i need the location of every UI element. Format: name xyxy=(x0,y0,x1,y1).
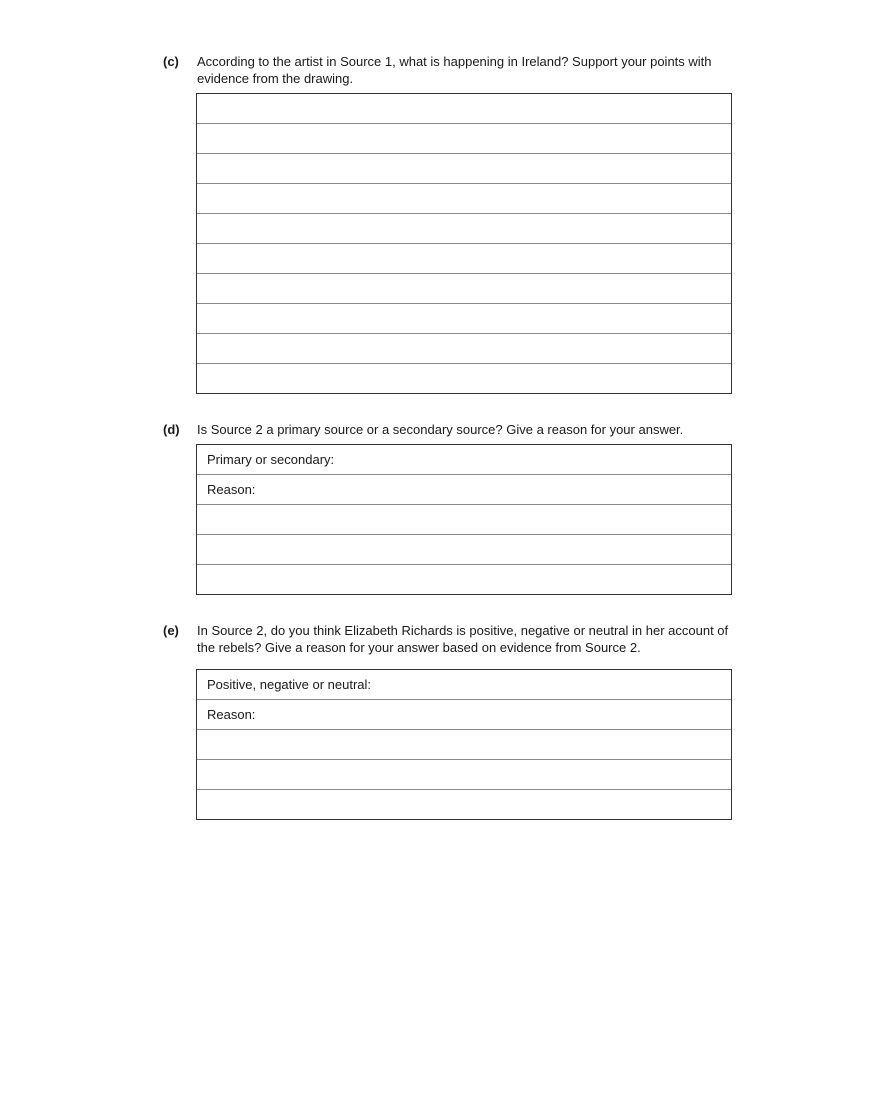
answer-line[interactable] xyxy=(197,730,731,760)
question-header xyxy=(163,53,743,87)
answer-line[interactable] xyxy=(197,184,731,214)
answer-box-d xyxy=(196,444,732,595)
answer-line[interactable] xyxy=(197,760,731,790)
answer-line[interactable] xyxy=(197,124,731,154)
question-header xyxy=(163,421,743,438)
answer-line[interactable] xyxy=(197,244,731,274)
question-text: In Source 2, do you think Elizabeth Richards is positive, negative or neutral in her account of the rebels? Give a reason for your answer based on evidence from Source 2. xyxy=(197,623,729,655)
answer-line[interactable] xyxy=(197,364,731,393)
answer-line[interactable] xyxy=(197,790,731,819)
answer-line[interactable] xyxy=(197,565,731,594)
question-c xyxy=(163,53,743,87)
question-d xyxy=(163,421,743,438)
answer-line[interactable] xyxy=(197,505,731,535)
question-label: (e) xyxy=(163,623,179,638)
reason-field[interactable]: Reason: xyxy=(197,475,731,505)
question-label: (c) xyxy=(163,54,179,69)
question-label: (d) xyxy=(163,422,180,437)
answer-box-e xyxy=(196,669,732,820)
answer-box-c xyxy=(196,93,732,394)
primary-or-secondary-field[interactable]: Primary or secondary: xyxy=(197,445,731,475)
answer-line[interactable] xyxy=(197,304,731,334)
question-header xyxy=(163,622,743,656)
answer-line[interactable] xyxy=(197,214,731,244)
reason-field[interactable]: Reason: xyxy=(197,700,731,730)
answer-line[interactable] xyxy=(197,94,731,124)
answer-line[interactable] xyxy=(197,154,731,184)
question-text: According to the artist in Source 1, what is happening in Ireland? Support your points with evidence from the drawing. xyxy=(197,54,712,86)
question-text: Is Source 2 a primary source or a secondary source? Give a reason for your answer. xyxy=(197,422,684,437)
positive-negative-neutral-field[interactable]: Positive, negative or neutral: xyxy=(197,670,731,700)
answer-line[interactable] xyxy=(197,535,731,565)
answer-line[interactable] xyxy=(197,334,731,364)
question-e xyxy=(163,622,743,656)
answer-line[interactable] xyxy=(197,274,731,304)
